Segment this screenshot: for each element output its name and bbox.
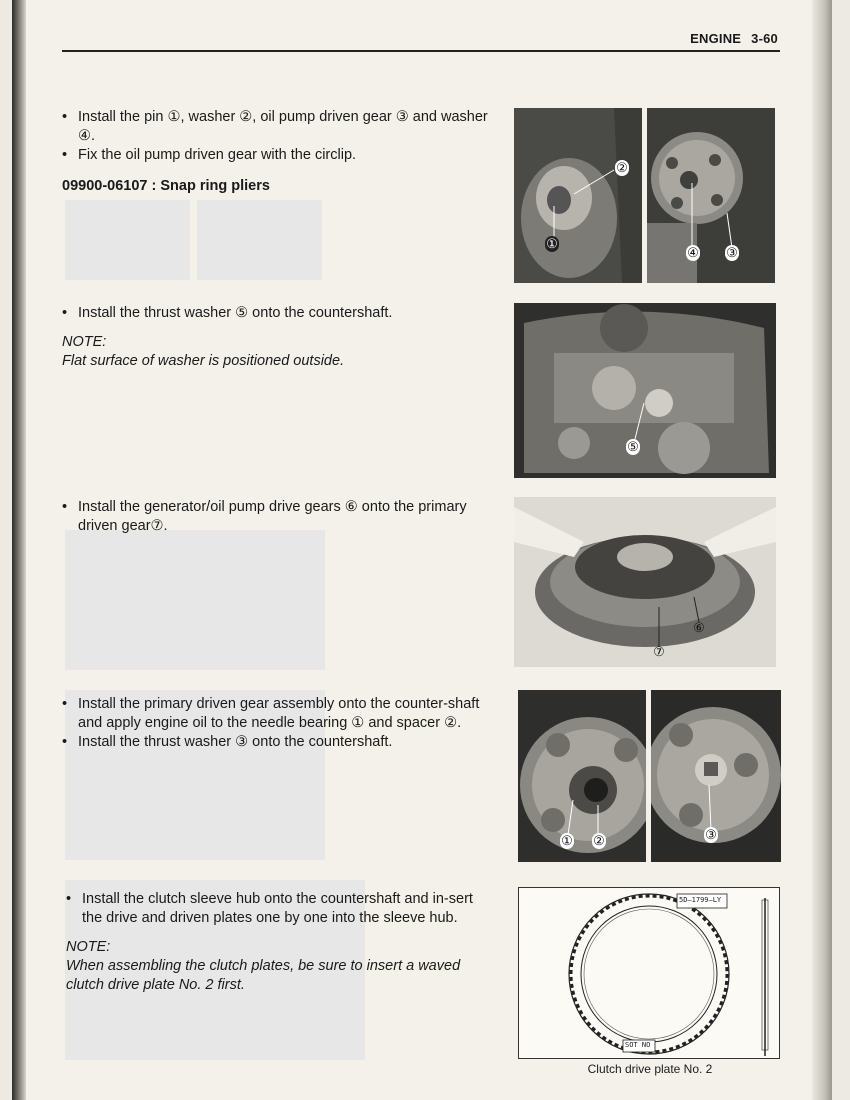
step-1-text — [62, 108, 492, 196]
step-5-note-label: NOTE: — [66, 939, 111, 955]
step-2-bullet-1: • Install the thrust washer ⑤ onto the countershaft. — [62, 304, 492, 323]
callout-6: ⑥ — [693, 620, 705, 635]
show-through-blotch — [197, 200, 322, 280]
show-through-blotch — [65, 530, 325, 670]
step-2-text — [62, 304, 492, 371]
diagram-caption: Clutch drive plate No. 2 — [587, 1062, 713, 1076]
page-edge-shadow — [812, 0, 832, 1100]
callout-5: ⑤ — [627, 439, 639, 454]
step-5-bullet-1: • Install the clutch sleeve hub onto the countershaft and in-sert the drive and driven plates one by one into the sleeve hub. — [66, 890, 487, 928]
step-3-text — [62, 498, 482, 536]
step-4-text — [62, 695, 487, 752]
header-section: ENGINE — [690, 31, 742, 46]
callout-3b: ③ — [705, 827, 717, 842]
special-tool-line: 09900-06107 : Snap ring pliers — [62, 178, 270, 194]
step-4-bullet-2: • Install the thrust washer ③ onto the countershaft. — [62, 733, 487, 752]
book-spine-shadow — [12, 0, 26, 1100]
step-1-bullet-1: • Install the pin ①, washer ②, oil pump driven gear ③ and washer ④. — [62, 108, 492, 146]
step-5-text — [62, 890, 487, 995]
plate-stamp-top: 5D—1799—LY — [679, 896, 722, 904]
photo-oil-pump-driven-gear — [647, 108, 775, 283]
callout-3: ③ — [726, 245, 738, 260]
step-3-bullet-1: • Install the generator/oil pump drive gears ⑥ onto the primary driven gear⑦. — [62, 498, 482, 536]
clutch-plate-drawing — [519, 888, 781, 1060]
step-2-note-label: NOTE: — [62, 334, 107, 350]
callout-1b: ① — [561, 833, 573, 848]
step-2-note-text: Flat surface of washer is positioned outside. — [62, 353, 345, 369]
callout-2b: ② — [593, 833, 605, 848]
header-rule — [62, 50, 780, 52]
header-page-number: 3-60 — [751, 31, 778, 46]
step-5-note-text: When assembling the clutch plates, be sure to insert a waved clutch drive plate No. 2 first. — [66, 958, 461, 993]
photo-thrust-washer-countershaft — [514, 303, 776, 478]
clutch-plate-diagram — [518, 887, 780, 1059]
photo-needle-bearing-spacer — [518, 690, 646, 862]
photo-primary-driven-gear — [514, 497, 776, 667]
callout-2: ② — [616, 160, 628, 175]
step-1-bullet-2: • Fix the oil pump driven gear with the circlip. — [62, 146, 492, 165]
callout-7: ⑦ — [653, 644, 665, 659]
callout-1: ① — [546, 236, 558, 251]
page-header — [680, 31, 778, 46]
callout-4: ④ — [687, 245, 699, 260]
step-4-bullet-1: • Install the primary driven gear assembly onto the counter-shaft and apply engine oil to the needle bearing ① and spacer ②. — [62, 695, 487, 733]
plate-stamp-bottom: SOT NO — [625, 1041, 651, 1049]
show-through-blotch — [65, 200, 190, 280]
photo-pin-washer — [514, 108, 642, 283]
